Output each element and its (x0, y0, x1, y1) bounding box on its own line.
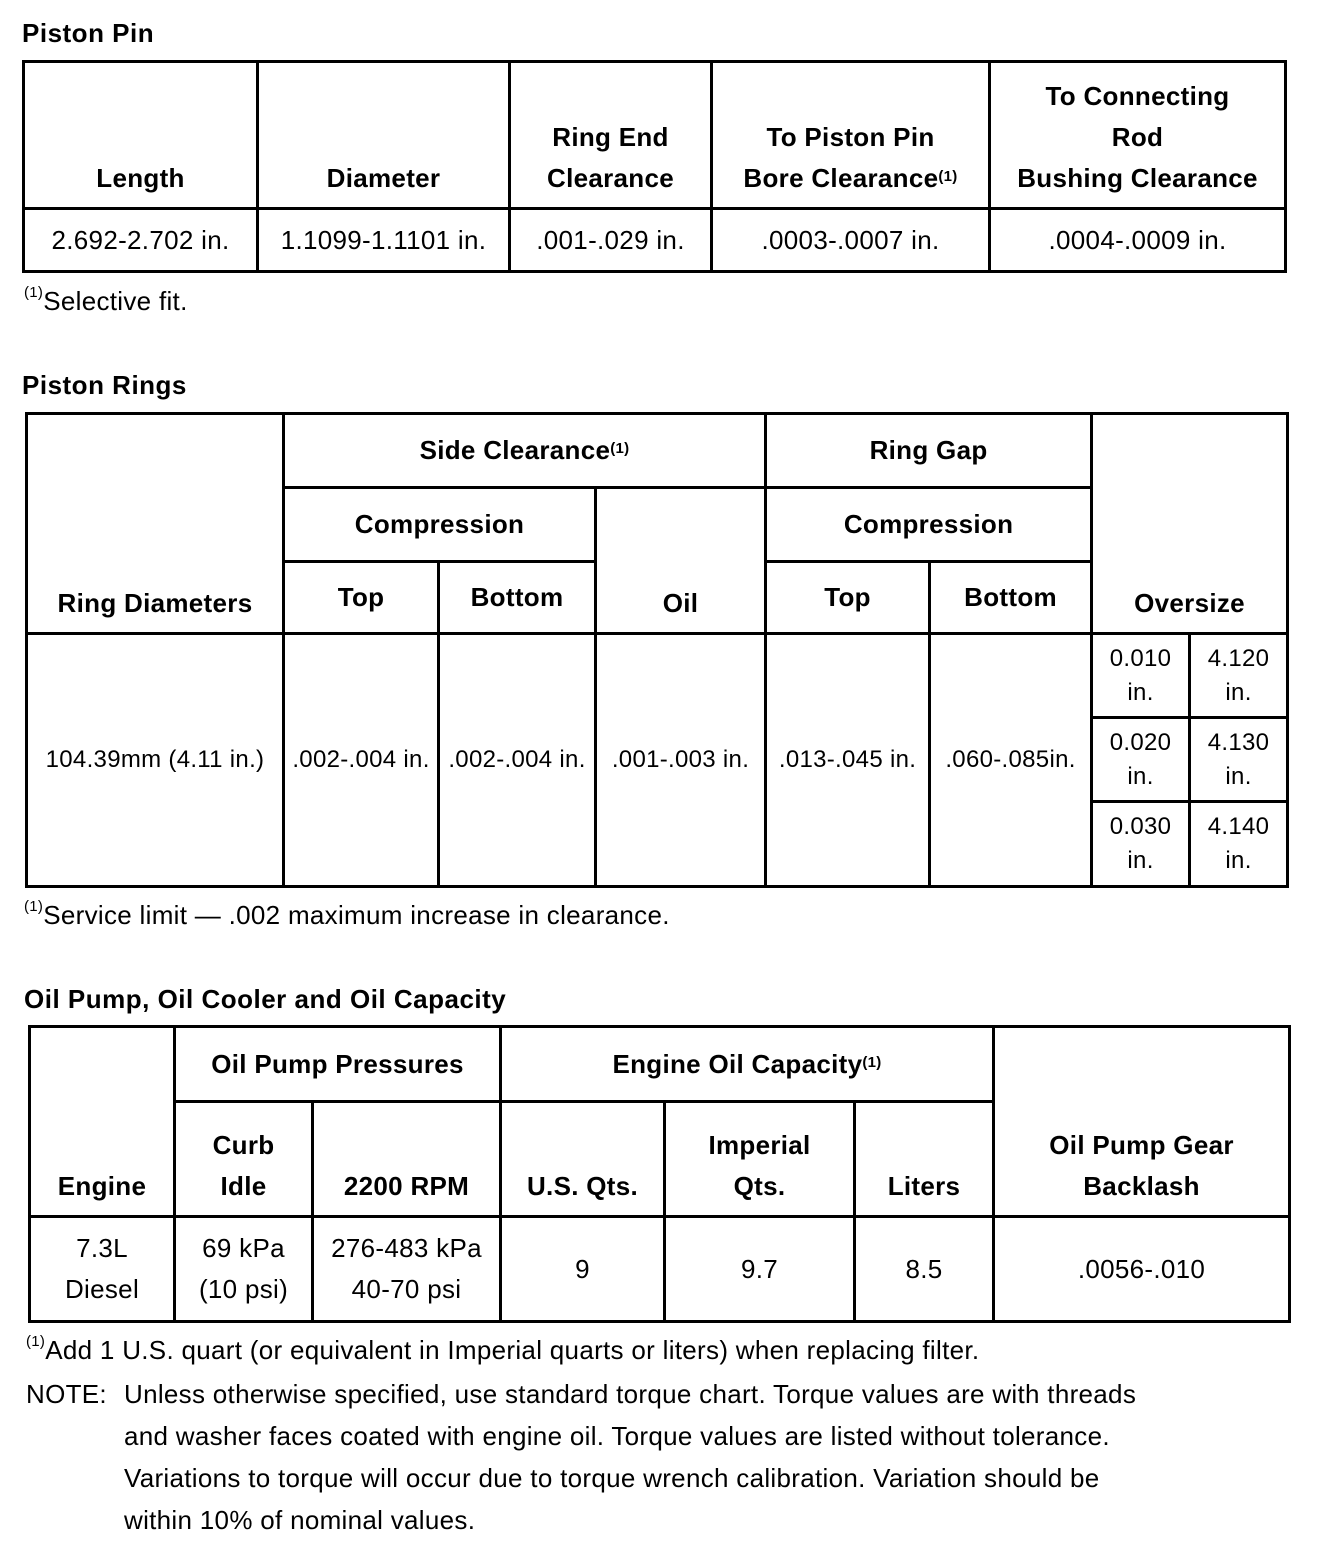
header-gap-compression: Compression (766, 488, 1092, 562)
note-label: NOTE: (26, 1379, 107, 1409)
cell-diameter: 1.1099-1.1101 in. (258, 209, 510, 272)
header-diameter: Diameter (258, 62, 510, 209)
oil-table (28, 1025, 1291, 1323)
cell-bore-clearance: .0003-.0007 in. (712, 209, 990, 272)
oversize-size: 0.010 in. (1092, 634, 1190, 718)
header-us-qts: U.S. Qts. (501, 1102, 665, 1217)
cell-length: 2.692-2.702 in. (24, 209, 258, 272)
header-imperial-qts: Imperial Qts. (665, 1102, 855, 1217)
header-engine-oil-capacity: Engine Oil Capacity$^{(1)}$ (501, 1027, 994, 1102)
header-side-top: Top (284, 562, 439, 634)
note-text: Unless otherwise specified, use standard torque chart. Torque values are with threads and washer faces coated with engine oil. Torque values are listed without tolerance. Variations to torque will occur due to torque wrench calibration. Variation should be within 10% of nominal values. (124, 1379, 1137, 1535)
footnote-mark: (1) (938, 168, 958, 185)
header-ring-gap: Ring Gap (766, 414, 1092, 488)
cell-side-oil: .001-.003 in. (596, 634, 766, 887)
cell-liters: 8.5 (855, 1217, 994, 1322)
oil-title: Oil Pump, Oil Cooler and Oil Capacity (24, 984, 507, 1014)
piston-rings-table (25, 412, 1289, 888)
header-rod-bushing-clearance: To Connecting Rod Bushing Clearance (990, 62, 1286, 209)
cell-ring-end-clearance: .001-.029 in. (510, 209, 712, 272)
header-oil-pump-pressures: Oil Pump Pressures (175, 1027, 501, 1102)
oil-footnote: $^{(1)}$Add 1 U.S. quart (or equivalent in Imperial quarts or liters) when replacing filter. (26, 1333, 980, 1365)
cell-2200-rpm: 276-483 kPa 40-70 psi (313, 1217, 501, 1322)
cell-side-bottom: .002-.004 in. (439, 634, 596, 887)
header-liters: Liters (855, 1102, 994, 1217)
piston-pin-table (22, 60, 1287, 273)
piston-pin-title: Piston Pin (22, 18, 155, 48)
header-engine: Engine (30, 1027, 175, 1217)
cell-gear-backlash: .0056-.010 (994, 1217, 1290, 1322)
piston-pin-footnote: $^{(1)}$Selective fit. (24, 284, 188, 316)
header-side-compression: Compression (284, 488, 596, 562)
piston-rings-footnote: $^{(1)}$Service limit — .002 maximum increase in clearance. (24, 898, 670, 930)
cell-side-top: .002-.004 in. (284, 634, 439, 887)
cell-ring-diameter: 104.39mm (4.11 in.) (27, 634, 284, 887)
header-gap-bottom: Bottom (930, 562, 1092, 634)
header-gear-backlash: Oil Pump Gear Backlash (994, 1027, 1290, 1217)
oversize-diameter: 4.140 in. (1190, 802, 1288, 887)
cell-imperial-qts: 9.7 (665, 1217, 855, 1322)
oversize-size: 0.030 in. (1092, 802, 1190, 887)
header-length: Length (24, 62, 258, 209)
oversize-diameter: 4.120 in. (1190, 634, 1288, 718)
oversize-diameter: 4.130 in. (1190, 718, 1288, 802)
header-side-clearance: Side Clearance$^{(1)}$ (284, 414, 766, 488)
header-oil: Oil (596, 488, 766, 634)
cell-gap-top: .013-.045 in. (766, 634, 930, 887)
cell-us-qts: 9 (501, 1217, 665, 1322)
header-bore-clearance: To Piston Pin Bore Clearance$^{(1)}$ (712, 62, 990, 209)
cell-engine: 7.3L Diesel (30, 1217, 175, 1322)
piston-rings-title: Piston Rings (22, 370, 187, 400)
header-ring-end-clearance: Ring End Clearance (510, 62, 712, 209)
cell-curb-idle: 69 kPa (10 psi) (175, 1217, 313, 1322)
header-curb-idle: Curb Idle (175, 1102, 313, 1217)
header-gap-top: Top (766, 562, 930, 634)
oversize-size: 0.020 in. (1092, 718, 1190, 802)
header-2200-rpm: 2200 RPM (313, 1102, 501, 1217)
header-side-bottom: Bottom (439, 562, 596, 634)
header-oversize: Oversize (1092, 414, 1288, 634)
cell-gap-bottom: .060-.085in. (930, 634, 1092, 887)
cell-rod-bushing-clearance: .0004-.0009 in. (990, 209, 1286, 272)
header-ring-diameters: Ring Diameters (27, 414, 284, 634)
